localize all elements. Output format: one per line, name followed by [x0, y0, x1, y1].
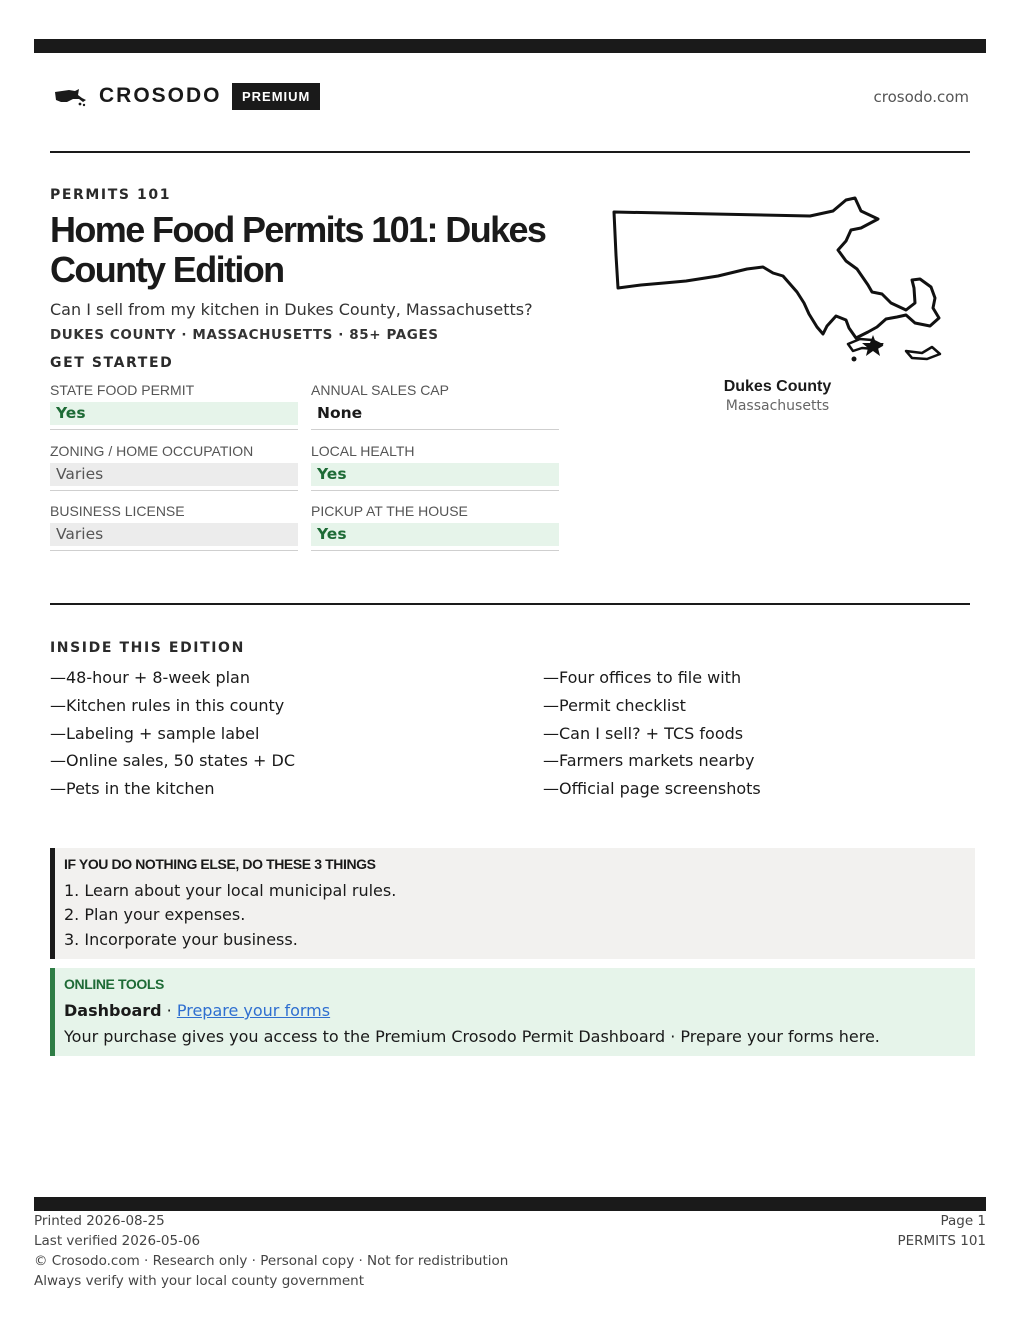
inside-item: —Online sales, 50 states + DC — [50, 751, 296, 770]
eyebrow: PERMITS 101 — [50, 187, 172, 203]
page-title-line-1: Home Food Permits 101: Dukes — [50, 209, 546, 250]
inside-item: —Labeling + sample label — [50, 724, 260, 743]
fact-state-food-permit — [50, 382, 298, 430]
map-state-label: Massachusetts — [725, 398, 830, 414]
inside-item: —Permit checklist — [543, 696, 686, 715]
fact-value: None — [311, 402, 559, 430]
priority-item: 1. Learn about your local municipal rules. — [64, 881, 397, 900]
online-tools-callout — [50, 968, 975, 1056]
brand-name: CROSODO — [99, 84, 222, 107]
inside-item: —Kitchen rules in this county — [50, 696, 285, 715]
page-title — [50, 210, 590, 290]
fact-pickup-at-the-house — [311, 503, 559, 551]
fact-label: BUSINESS LICENSE — [50, 503, 185, 519]
fact-value: Yes — [50, 402, 298, 430]
prepare-forms-link[interactable]: Prepare your forms — [176, 1001, 331, 1020]
fact-business-license — [50, 503, 298, 551]
top-rule-bar — [34, 39, 986, 53]
inside-heading: INSIDE THIS EDITION — [50, 640, 245, 656]
fact-label: STATE FOOD PERMIT — [50, 382, 195, 398]
subtitle: Can I sell from my kitchen in Dukes County, Massachusetts? — [50, 300, 533, 319]
footer-section: PERMITS 101 — [897, 1233, 986, 1249]
edition-meta: DUKES COUNTY · MASSACHUSETTS · 85+ PAGES — [50, 327, 439, 343]
fact-value: Yes — [311, 463, 559, 491]
fact-value: Varies — [50, 463, 298, 491]
priority-callout — [50, 848, 975, 959]
priority-item: 2. Plan your expenses. — [64, 905, 246, 924]
verified-date: Last verified 2026-05-06 — [34, 1233, 201, 1249]
fact-label: ANNUAL SALES CAP — [311, 382, 449, 398]
fact-local-health — [311, 443, 559, 491]
header-divider — [50, 151, 970, 153]
section-divider — [50, 603, 970, 605]
fact-value: Yes — [311, 523, 559, 551]
fact-annual-sales-cap — [311, 382, 559, 430]
site-url[interactable]: crosodo.com — [873, 88, 969, 106]
fact-label: PICKUP AT THE HOUSE — [311, 503, 468, 519]
fact-label: LOCAL HEALTH — [311, 443, 415, 459]
priority-item: 3. Incorporate your business. — [64, 930, 298, 949]
printed-date: Printed 2026-08-25 — [34, 1213, 165, 1229]
footer-bar — [34, 1197, 986, 1211]
verify-note: Always verify with your local county government — [34, 1273, 364, 1289]
fact-value: Varies — [50, 523, 298, 551]
premium-badge: PREMIUM — [232, 83, 320, 110]
inside-item: —Four offices to file with — [543, 668, 742, 687]
inside-item: —48-hour + 8-week plan — [50, 668, 250, 687]
dashboard-separator: · — [161, 1001, 177, 1020]
map-county-label: Dukes County — [723, 378, 832, 395]
copyright-notice: © Crosodo.com · Research only · Personal copy · Not for redistribution — [34, 1253, 509, 1269]
inside-item: —Can I sell? + TCS foods — [543, 724, 744, 743]
online-tools-body: Your purchase gives you access to the Premium Crosodo Permit Dashboard · Prepare your forms here. — [64, 1027, 880, 1046]
massachusetts-map-icon — [610, 195, 945, 367]
get-started-heading: GET STARTED — [50, 355, 174, 371]
fact-zoning-home-occupation — [50, 443, 298, 491]
dashboard-line — [64, 1001, 330, 1020]
online-tools-heading: ONLINE TOOLS — [64, 976, 164, 992]
crosodo-logo-icon — [53, 85, 89, 107]
page-number: Page 1 — [940, 1213, 986, 1229]
inside-item: —Farmers markets nearby — [543, 751, 755, 770]
page-title-line-2: County Edition — [50, 249, 284, 290]
brand[interactable] — [53, 84, 222, 108]
priority-heading: IF YOU DO NOTHING ELSE, DO THESE 3 THINGS — [64, 856, 376, 872]
dashboard-label: Dashboard — [64, 1001, 162, 1020]
inside-item: —Pets in the kitchen — [50, 779, 215, 798]
inside-item: —Official page screenshots — [543, 779, 761, 798]
fact-label: ZONING / HOME OCCUPATION — [50, 443, 254, 459]
